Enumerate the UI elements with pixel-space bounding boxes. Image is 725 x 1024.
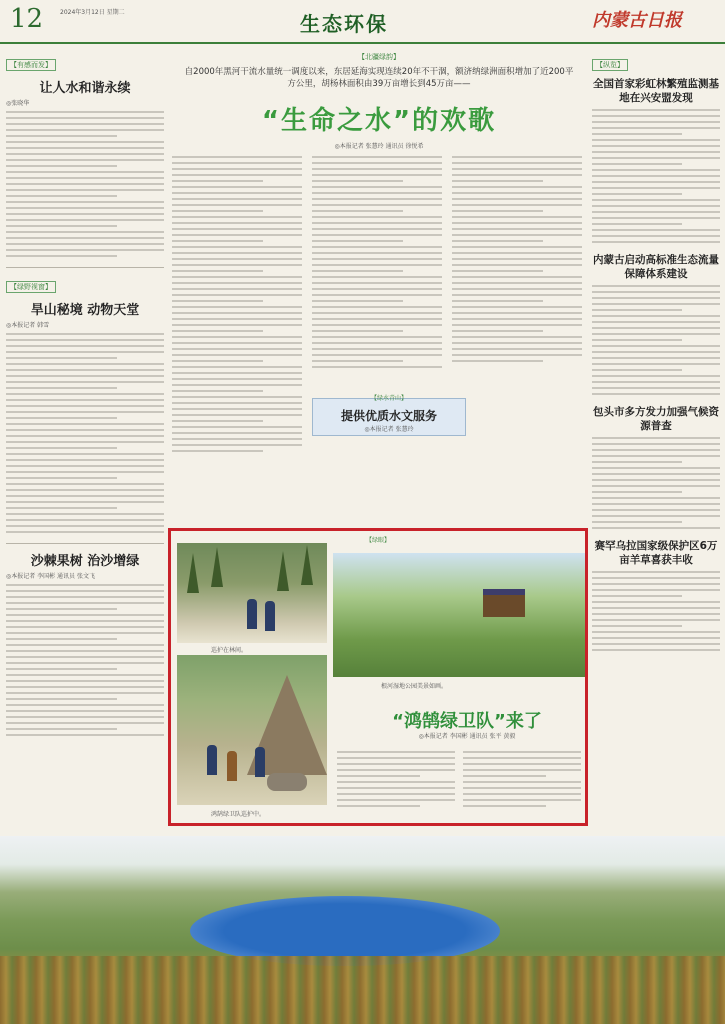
lead-tag: 【北疆绿韵】 xyxy=(358,53,400,61)
body-text xyxy=(592,571,720,651)
body-text xyxy=(592,109,720,243)
story-tag: 【有感而发】 xyxy=(6,59,56,71)
story-tag: 【绿野视窗】 xyxy=(6,281,56,293)
body-text xyxy=(6,111,164,257)
story-title: 让人水和谐永续 xyxy=(39,81,131,96)
body-text xyxy=(337,747,455,811)
tree-shape xyxy=(211,547,223,587)
story-byline: ◎本报记者 李国彬 通讯员 张文飞 xyxy=(6,573,95,580)
lead-byline: ◎本报记者 张慧玲 通讯员 徐悦希 xyxy=(334,143,424,150)
tipi-reindeer-photo xyxy=(177,655,327,805)
tree-shape xyxy=(187,553,199,593)
body-text xyxy=(6,333,164,533)
page-number: 12 xyxy=(10,4,44,34)
lead-body xyxy=(172,152,586,522)
left-column xyxy=(6,52,164,746)
feature-box xyxy=(168,528,588,826)
forest-band xyxy=(0,956,725,1024)
story-title: 沙棘果树 治沙增绿 xyxy=(30,554,140,569)
tree-shape xyxy=(277,551,289,591)
masthead-logo: 内蒙古日报 xyxy=(592,10,682,31)
divider xyxy=(6,267,164,268)
person-shape xyxy=(265,601,275,631)
inset-tag: 【绿水青山】 xyxy=(370,395,407,402)
column-tag: 【纵览】 xyxy=(592,59,628,71)
wetland-aerial-photo xyxy=(0,836,725,1024)
feature-byline: ◎本报记者 李国彬 通讯员 张平 黄毅 xyxy=(418,733,516,740)
body-text xyxy=(463,747,581,811)
cabin-shape xyxy=(483,589,525,617)
inset-byline: ◎本报记者 张慧玲 xyxy=(364,426,414,433)
body-text xyxy=(172,152,302,456)
body-text xyxy=(312,152,442,372)
tree-shape xyxy=(301,545,313,585)
brief-title: 全国首家彩虹林繁殖监测基地在兴安盟发现 xyxy=(593,78,719,104)
body-text xyxy=(6,584,164,736)
inset-title: 提供优质水文服务 xyxy=(340,409,437,423)
person-shape xyxy=(227,751,237,781)
person-shape xyxy=(247,599,257,629)
inset-box xyxy=(312,395,466,436)
feature-tag: 【绿眼】 xyxy=(365,537,390,544)
feature-body xyxy=(337,747,585,821)
brief-title: 包头市多方发力加强气候资源普查 xyxy=(593,406,719,432)
lead-title: “生命之水”的欢歌 xyxy=(261,106,497,136)
lead-story xyxy=(172,52,586,150)
page-header xyxy=(0,0,725,44)
forest-patrol-photo xyxy=(177,543,327,643)
photo-caption: 根河湿地公园美景如画。 xyxy=(381,683,448,690)
lead-deck: 自2000年黑河干流水量统一调度以来，东居延海实现连续20年不干涸，额济纳绿洲面积增加了近200平方公里，胡杨林面积由39万亩增长到45万亩—— xyxy=(184,67,574,89)
photo-caption: 鸿鹄绿卫队巡护中。 xyxy=(211,811,266,818)
section-title: 生态环保 xyxy=(300,12,388,36)
person-shape xyxy=(255,747,265,777)
reindeer-shape xyxy=(267,773,307,791)
person-shape xyxy=(207,745,217,775)
feature-title: “鸿鹄绿卫队”来了 xyxy=(392,711,542,732)
header-meta: 2024年3月12日 星期二 xyxy=(60,9,125,16)
story-byline: ◎本报记者 韩雪 xyxy=(6,322,50,329)
body-text xyxy=(452,152,582,366)
brief-title: 内蒙古启动高标准生态流量保障体系建设 xyxy=(593,254,719,280)
story-title: 旱山秘境 动物天堂 xyxy=(30,303,140,318)
brief-title: 赛罕乌拉国家级保护区6万亩羊草喜获丰收 xyxy=(594,540,718,566)
photo-caption: 巡护在林间。 xyxy=(211,647,248,654)
right-column xyxy=(592,52,720,661)
wetland-photo xyxy=(333,553,585,677)
story-byline: ◎张晓华 xyxy=(6,100,30,107)
body-text xyxy=(592,437,720,529)
body-text xyxy=(592,285,720,395)
divider xyxy=(6,543,164,544)
